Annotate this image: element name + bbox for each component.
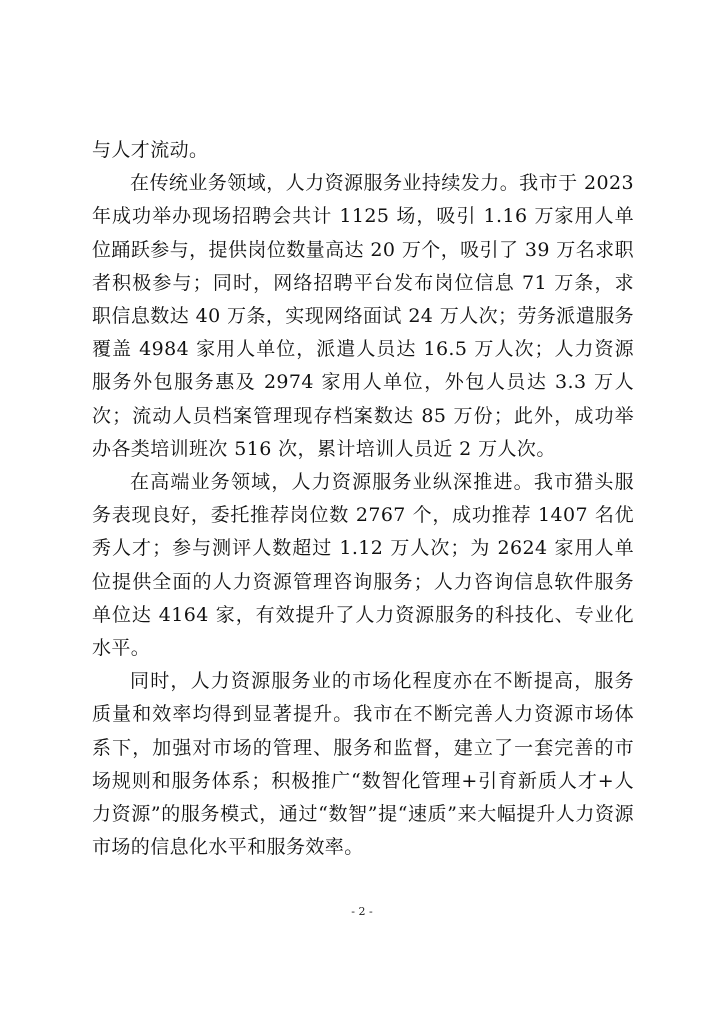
paragraph-continuation: 与人才流动。 — [92, 139, 209, 161]
paragraph-high-end-business: 在高端业务领域，人力资源服务业纵深推进。我市猎头服务表现良好，委托推荐岗位数 2767 个，成功推荐 1407 名优秀人才；参与测评人数超过 1.12 万人次；为 2624 家用人单位提供全面的人力资源管理咨询服务；人力咨询信息软件服务单位达 4164 家，有效提升了人力资源服务的科技化、专业化水平。 — [92, 471, 634, 660]
paragraph-marketization: 同时，人力资源服务业的市场化程度亦在不断提高，服务质量和效率均得到显著提升。我市在不断完善人力资源市场体系下，加强对市场的管理、服务和监督，建立了一套完善的市场规则和服务体系；积极推广“数智化管理+引育新质人才+人力资源”的服务模式，通过“数智”提“速质”来大幅提升人力资源市场的信息化水平和服务效率。 — [92, 670, 634, 859]
body-text — [92, 134, 634, 864]
page-number: - 2 - — [351, 905, 373, 918]
paragraph-traditional-business: 在传统业务领域，人力资源服务业持续发力。我市于 2023 年成功举办现场招聘会共计 1125 场，吸引 1.16 万家用人单位踊跃参与，提供岗位数量高达 20 万个，吸引了 39 万名求职者积极参与；同时，网络招聘平台发布岗位信息 71 万条，求职信息数达 40 万条，实现网络面试 24 万人次；劳务派遣服务覆盖 4984 家用人单位，派遣人员达 16.5 万人次；人力资源服务外包服务惠及 2974 家用人单位，外包人员达 3.3 万人次；流动人员档案管理现存档案数达 85 万份；此外，成功举办各类培训班次 516 次，累计培训人员近 2 万人次。 — [92, 172, 634, 460]
